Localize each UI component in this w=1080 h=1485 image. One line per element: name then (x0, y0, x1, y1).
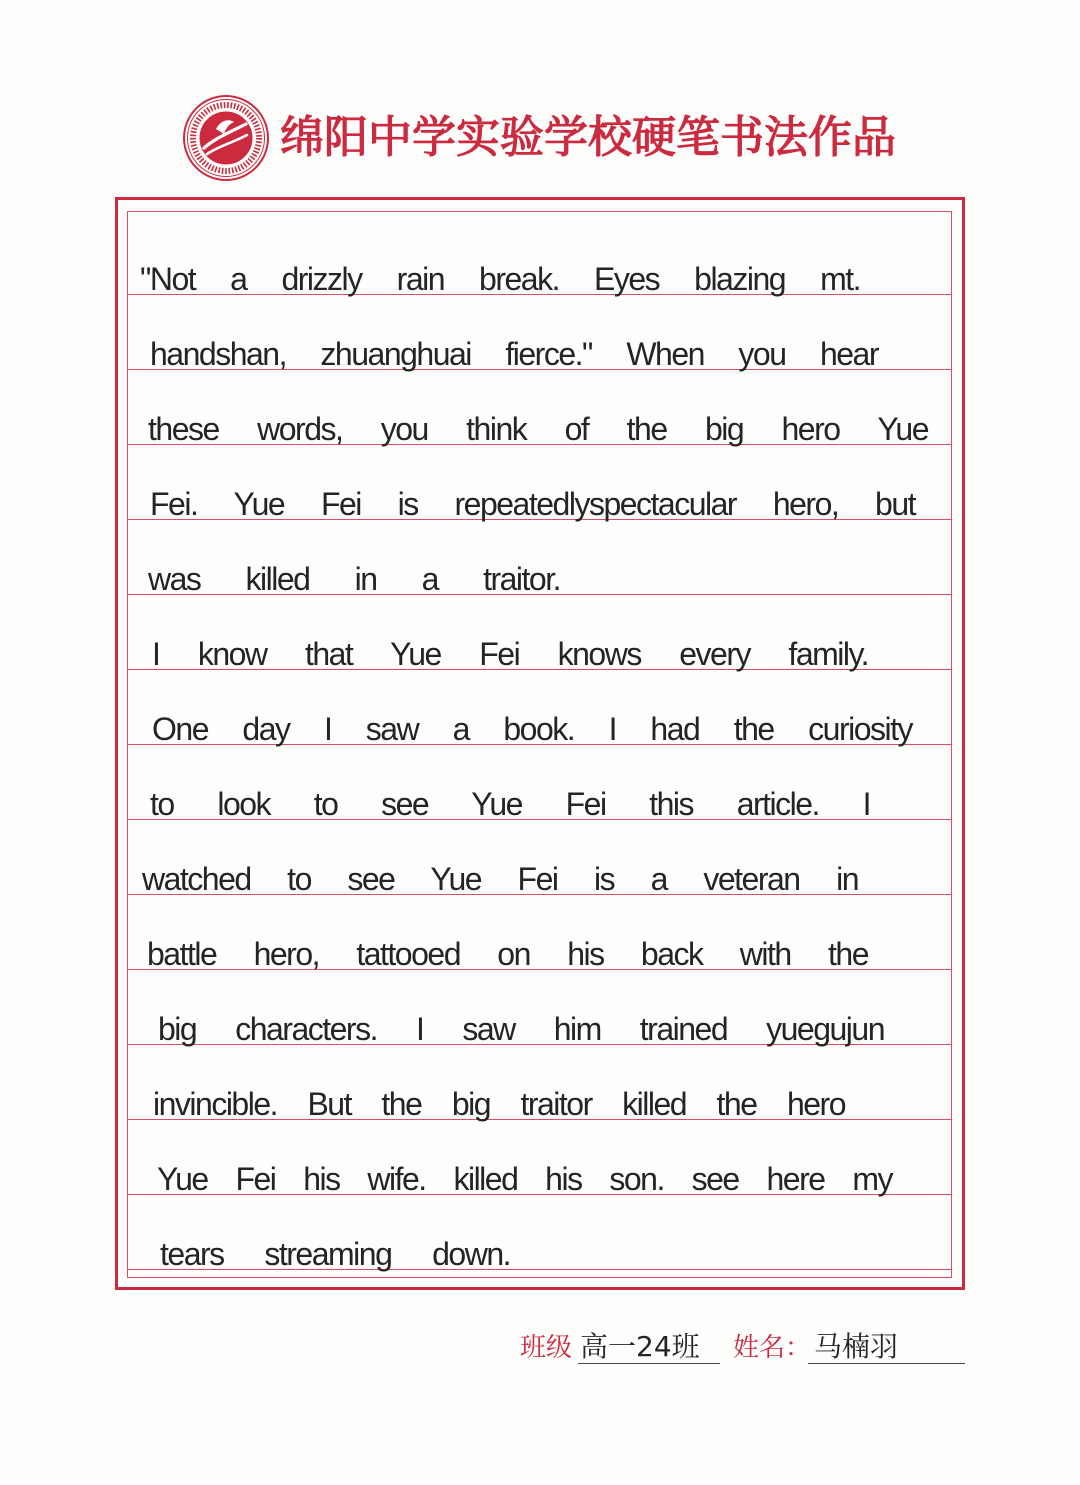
essay-line: these words, you think of the big hero Yue (148, 411, 928, 447)
essay-line: tears streaming down. (160, 1236, 510, 1272)
ruled-row (127, 1045, 952, 1120)
ruled-row (127, 745, 952, 820)
essay-line: Yue Fei his wife. killed his son. see here my (157, 1161, 892, 1197)
class-underline (578, 1363, 720, 1364)
essay-line: Fei. Yue Fei is repeatedlyspectacular hero, but (150, 486, 915, 522)
ruled-row (127, 970, 952, 1045)
ruled-row (127, 670, 952, 745)
name-underline (808, 1363, 965, 1364)
school-emblem-icon (182, 94, 270, 182)
class-label: 班级 (520, 1333, 573, 1363)
essay-line: handshan, zhuanghuai fierce." When you hear (150, 336, 878, 372)
essay-line: One day I saw a book. I had the curiosity (152, 711, 912, 747)
ruled-row (127, 595, 952, 670)
essay-line: invincible. But the big traitor killed the hero (153, 1086, 845, 1122)
class-value: 高一24班 (580, 1330, 700, 1363)
ruled-row (127, 520, 952, 595)
name-label: 姓名： (733, 1333, 812, 1363)
essay-line: I know that Yue Fei knows every family. (152, 636, 868, 672)
name-value: 马楠羽 (814, 1330, 899, 1363)
essay-line: big characters. I saw him trained yuegujun (158, 1011, 884, 1047)
essay-line: was killed in a traitor. (148, 561, 560, 597)
ruled-row (127, 1120, 952, 1195)
essay-line: to look to see Yue Fei this article. I (150, 786, 870, 822)
ruled-row (127, 220, 952, 295)
ruled-row (127, 820, 952, 895)
page-title: 绵阳中学实验学校硬笔书法作品 (280, 112, 896, 163)
essay-line: watched to see Yue Fei is a veteran in (142, 861, 858, 897)
ruled-row (127, 295, 952, 370)
ruled-row (127, 895, 952, 970)
ruled-row (127, 445, 952, 520)
ruled-row (127, 370, 952, 445)
essay-line: battle hero, tattooed on his back with the (147, 936, 868, 972)
essay-body (127, 220, 952, 1270)
essay-line: "Not a drizzly rain break. Eyes blazing mt. (140, 261, 860, 297)
ruled-row (127, 1195, 952, 1270)
